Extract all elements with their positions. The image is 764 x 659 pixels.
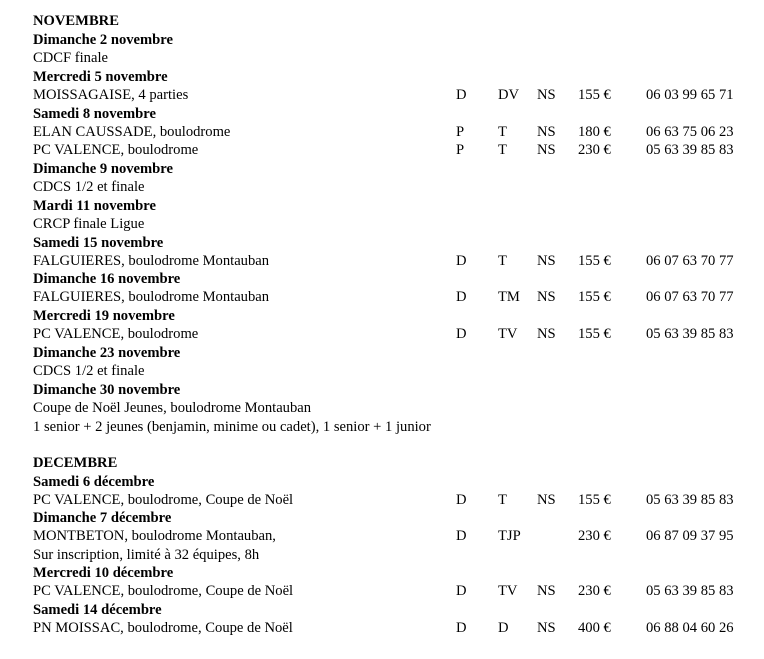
event-row [0, 252, 764, 270]
event-row [0, 288, 764, 306]
date-heading [0, 307, 764, 325]
date-label: Mercredi 10 décembre [33, 565, 174, 581]
event-code-c: NS [537, 289, 556, 305]
date-heading [0, 234, 764, 252]
event-price: 230 € [578, 142, 611, 158]
event-code-c: NS [537, 492, 556, 508]
date-heading [0, 601, 764, 619]
date-label: Samedi 8 novembre [33, 106, 156, 122]
event-name: PC VALENCE, boulodrome [33, 142, 199, 158]
event-code-c: NS [537, 124, 556, 140]
event-line [0, 362, 764, 380]
event-code-b: T [498, 124, 507, 140]
event-name: MONTBETON, boulodrome Montauban, [33, 528, 276, 544]
event-code-c: NS [537, 326, 556, 342]
date-heading [0, 344, 764, 362]
date-heading [0, 270, 764, 288]
date-heading [0, 509, 764, 527]
event-row [0, 582, 764, 600]
event-row [0, 325, 764, 343]
event-code-b: T [498, 253, 507, 269]
date-label: Samedi 15 novembre [33, 235, 164, 251]
event-price: 400 € [578, 620, 611, 636]
event-name: Coupe de Noël Jeunes, boulodrome Montauban [33, 400, 312, 416]
event-name: PC VALENCE, boulodrome, Coupe de Noël [33, 583, 294, 599]
event-line [0, 215, 764, 233]
event-code-a: P [456, 124, 465, 140]
event-phone: 06 07 63 70 77 [646, 289, 734, 305]
date-heading [0, 160, 764, 178]
event-name: MOISSAGAISE, 4 parties [33, 87, 189, 103]
date-label: Mercredi 19 novembre [33, 308, 175, 324]
date-label: Dimanche 7 décembre [33, 510, 172, 526]
event-note [0, 418, 764, 436]
date-heading [0, 68, 764, 86]
event-price: 155 € [578, 492, 611, 508]
event-code-a: D [456, 583, 467, 599]
event-name: CDCF finale [33, 50, 108, 66]
date-label: Dimanche 9 novembre [33, 161, 173, 177]
event-name: CDCS 1/2 et finale [33, 179, 145, 195]
event-code-b: TV [498, 583, 518, 599]
event-phone: 05 63 39 85 83 [646, 142, 734, 158]
event-code-a: P [456, 142, 465, 158]
date-heading [0, 381, 764, 399]
date-label: Dimanche 16 novembre [33, 271, 181, 287]
month-title: DECEMBRE [33, 455, 118, 471]
event-phone: 05 63 39 85 83 [646, 583, 734, 599]
event-code-b: TM [498, 289, 520, 305]
event-line [0, 399, 764, 417]
event-phone: 06 63 75 06 23 [646, 124, 734, 140]
event-price: 155 € [578, 253, 611, 269]
event-code-b: D [498, 620, 509, 636]
date-label: Samedi 6 décembre [33, 474, 155, 490]
event-code-b: DV [498, 87, 520, 103]
event-code-a: D [456, 289, 467, 305]
event-row [0, 123, 764, 141]
date-label: Dimanche 23 novembre [33, 345, 181, 361]
event-code-a: D [456, 253, 467, 269]
event-name: FALGUIERES, boulodrome Montauban [33, 253, 270, 269]
event-code-a: D [456, 528, 467, 544]
event-price: 155 € [578, 87, 611, 103]
event-name: PC VALENCE, boulodrome [33, 326, 199, 342]
event-name: PN MOISSAC, boulodrome, Coupe de Noël [33, 620, 293, 636]
event-code-b: T [498, 492, 507, 508]
event-line [0, 178, 764, 196]
event-code-c: NS [537, 87, 556, 103]
date-label: Dimanche 30 novembre [33, 382, 181, 398]
event-line [0, 49, 764, 67]
event-row [0, 86, 764, 104]
event-code-c: NS [537, 583, 556, 599]
date-label: Mercredi 5 novembre [33, 69, 168, 85]
month-heading-decembre [0, 454, 764, 472]
date-heading [0, 564, 764, 582]
event-row [0, 141, 764, 159]
date-heading [0, 31, 764, 49]
event-price: 180 € [578, 124, 611, 140]
event-note-text: 1 senior + 2 jeunes (benjamin, minime ou cadet), 1 senior + 1 junior [33, 419, 431, 435]
event-name: ELAN CAUSSADE, boulodrome [33, 124, 231, 140]
event-code-a: D [456, 620, 467, 636]
event-code-b: TV [498, 326, 518, 342]
date-heading [0, 473, 764, 491]
event-note-text: Sur inscription, limité à 32 équipes, 8h [33, 547, 260, 563]
event-phone: 05 63 39 85 83 [646, 492, 734, 508]
event-price: 230 € [578, 583, 611, 599]
event-name: PC VALENCE, boulodrome, Coupe de Noël [33, 492, 294, 508]
event-code-a: D [456, 87, 467, 103]
event-note [0, 546, 764, 564]
event-name: CDCS 1/2 et finale [33, 363, 145, 379]
event-row [0, 619, 764, 637]
date-heading [0, 197, 764, 215]
event-phone: 06 88 04 60 26 [646, 620, 734, 636]
event-code-a: D [456, 492, 467, 508]
event-phone: 06 07 63 70 77 [646, 253, 734, 269]
event-row [0, 491, 764, 509]
date-label: Mardi 11 novembre [33, 198, 156, 214]
event-price: 155 € [578, 326, 611, 342]
event-price: 155 € [578, 289, 611, 305]
event-code-c: NS [537, 620, 556, 636]
event-code-c: NS [537, 142, 556, 158]
event-phone: 06 03 99 65 71 [646, 87, 734, 103]
event-price: 230 € [578, 528, 611, 544]
event-phone: 06 87 09 37 95 [646, 528, 734, 544]
event-name: CRCP finale Ligue [33, 216, 145, 232]
event-row [0, 527, 764, 545]
event-code-b: TJP [498, 528, 521, 544]
date-label: Dimanche 2 novembre [33, 32, 173, 48]
date-label: Samedi 14 décembre [33, 602, 162, 618]
event-phone: 05 63 39 85 83 [646, 326, 734, 342]
event-code-a: D [456, 326, 467, 342]
event-code-b: T [498, 142, 507, 158]
month-title: NOVEMBRE [33, 13, 119, 29]
event-code-c: NS [537, 253, 556, 269]
event-name: FALGUIERES, boulodrome Montauban [33, 289, 270, 305]
month-heading-novembre [0, 12, 764, 30]
date-heading [0, 105, 764, 123]
